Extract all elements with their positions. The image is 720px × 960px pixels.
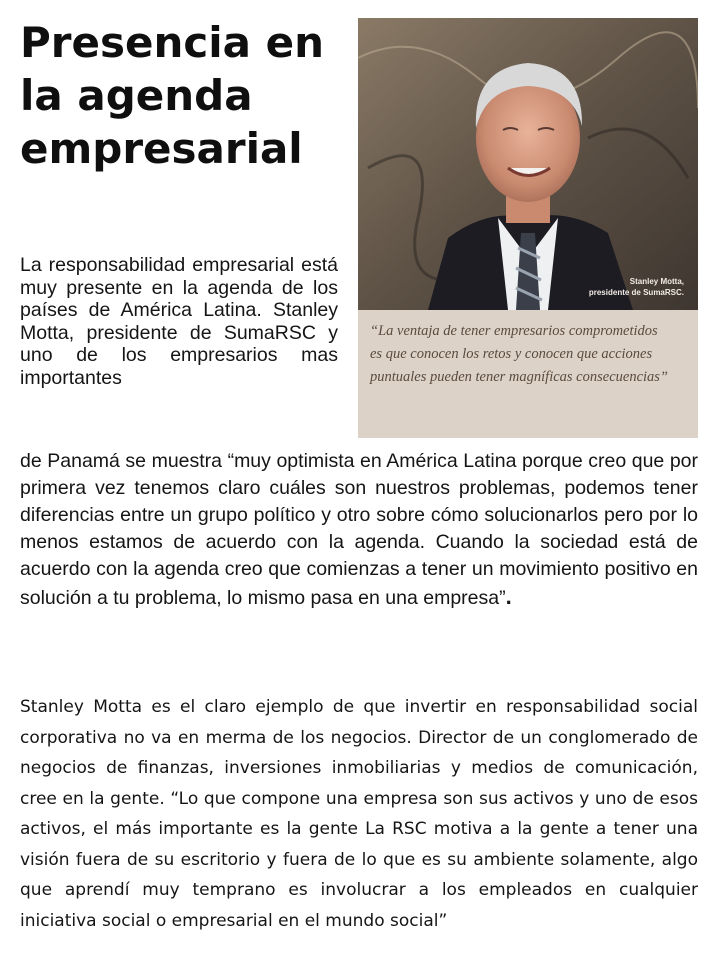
quote-panel	[358, 310, 698, 438]
profile-paragraph: Stanley Motta es el claro ejemplo de que invertir en responsabilidad social corporativa no va en merma de los negocios. Director de un conglomerado de negocios de finanzas, inversiones inmobiliarias y medios de comunicación, cree en la gente. “Lo que compone una empresa son sus activos y uno de esos activos, el más importante es la gente La RSC motiva a la gente a tener una visión fuera de su escritorio y fuera de lo que es su ambiente solamente, algo que aprendí muy temprano es involucrar a los empleados en cualquier iniciativa social o empresarial en el mundo social”	[20, 697, 698, 931]
portrait-photo	[358, 18, 698, 438]
quote-paragraph	[20, 448, 698, 612]
quote-paragraph-text: de Panamá se muestra “muy optimista en América Latina porque creo que por primera vez tenemos claro cuáles son nuestros problemas, podemos tener diferencias entre un grupo político y otro sobre cómo solucionarlos pero por lo menos estamos de acuerdo con la agenda. Cuando la sociedad está de acuerdo con la agenda creo que comienzas a tener un movimiento positivo en solución a tu problema, lo mismo pasa en una empresa”	[20, 450, 698, 609]
quote-paragraph-end: .	[505, 584, 512, 609]
photo-quote: “La ventaja de tener empresarios comprometidos es que conocen los retos y conocen que acciones puntuales pueden tener magníficas consecuencias”	[370, 323, 668, 385]
intro-paragraph: La responsabilidad empresarial está muy presente en la agenda de los países de América Latina. Stanley Motta, presidente de SumaRSC y uno de los empresarios mas importantes	[20, 254, 338, 389]
portrait-image	[358, 18, 698, 310]
article-title: Presencia en la agenda empresarial	[20, 18, 325, 173]
caption-name: Stanley Motta,	[629, 277, 684, 286]
photo-caption	[589, 276, 684, 298]
caption-role: presidente de SumaRSC.	[588, 288, 684, 297]
